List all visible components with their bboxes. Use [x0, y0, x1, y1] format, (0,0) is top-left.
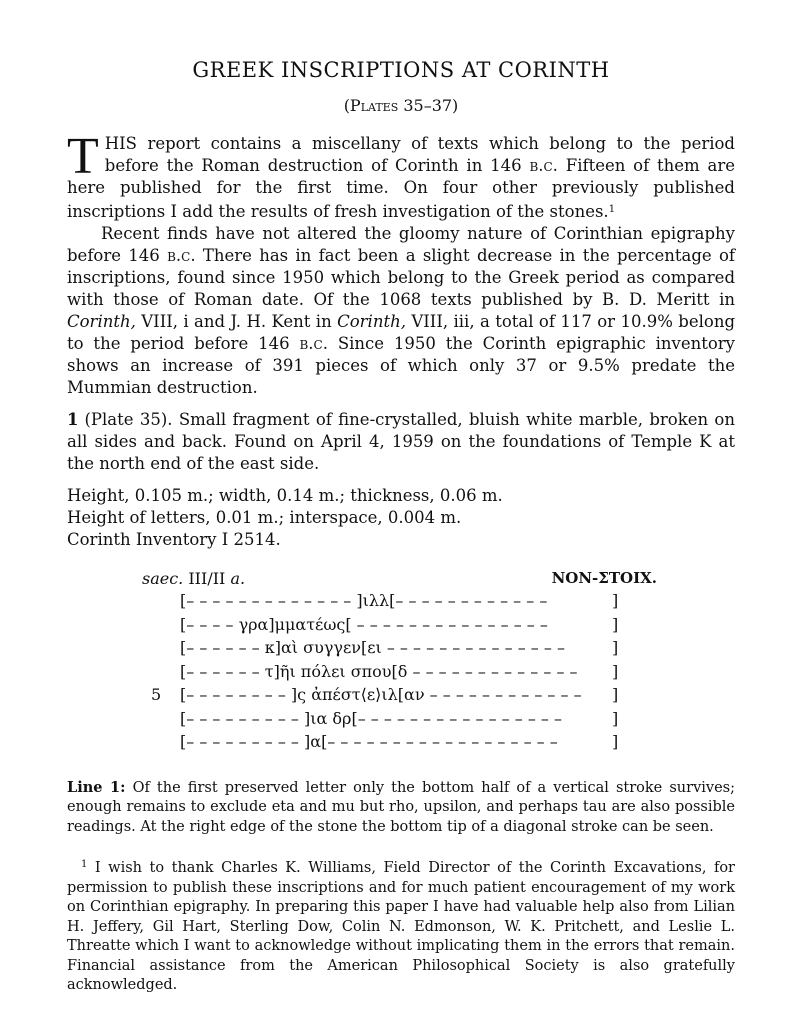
- inventory-line: Corinth Inventory I 2514.: [67, 530, 281, 549]
- corinth-title: Corinth,: [337, 312, 406, 331]
- inscription-line: [– – – – – – τ]ῆι πόλει σπου[δ – – – – – – – – – – – – – ]: [180, 661, 619, 681]
- para2-text-2: There has in fact been a slight decrease in the percentage of inscriptions, found since 1950 which belong to the Greek period as compared with those of Roman date. Of the 1068 texts published by B. D. Meritt in: [67, 246, 735, 309]
- para2-text-5: Since 1950 the Corinth epigraphic inventory shows an increase of 391 pieces of which only 37 or 9.5% predate the Mummian destruction.: [67, 334, 736, 397]
- bc-abbrev: b.c.: [529, 156, 558, 175]
- article: [67, 58, 735, 1010]
- corinth-title: Corinth,: [67, 312, 136, 331]
- inscription-line: [– – – – – – κ]αὶ συγγεν[ει – – – – – – – – – – – – – – ]: [180, 638, 619, 657]
- intro-paragraph: [67, 128, 735, 223]
- line-note: Line 1: Of the first preserved letter only the bottom half of a vertical stroke survives; enough remains to exclude eta and mu but rho, upsilon, and perhaps tau are also possible readings. At the right edge of the stone the bottom tip of a diagonal stroke can be seen.: [67, 778, 735, 835]
- inscription-line: [– – – – – – – – – ]α[– – – – – – – – – – – – – – – – – – ]: [180, 732, 619, 751]
- bc-abbrev: b.c.: [167, 246, 196, 265]
- intro-text-1: HIS report contains a miscellany of texts which belong to the period before the Roman destruction of Corinth in 146: [104, 134, 735, 175]
- inscription-line: [– – – – γρα]μματέως[ – – – – – – – – – – – – – – – ]: [180, 614, 619, 634]
- footnote-ref: 1: [608, 204, 616, 215]
- inscription-style: NON-ΣTOIX.: [551, 569, 657, 587]
- measurements: [67, 485, 735, 551]
- article-title: GREEK INSCRIPTIONS AT CORINTH: [192, 58, 610, 82]
- inscription-date: saec. III/II a.: [142, 569, 246, 588]
- intro-text-2: Fifteen of them are here published for the first time. On four other previously published inscriptions I add the results of fresh investigation of the stones.: [67, 156, 735, 221]
- bc-abbrev: b.c.: [299, 334, 328, 353]
- inscription-header: [67, 565, 735, 589]
- inscription-line: 5 [– – – – – – – – ]ς ἀπέστ⟨ε⟩ιλ[αν – – – – – – – – – – – – ]: [151, 685, 619, 704]
- entry-description: (Plate 35). Small fragment of fine-crystalled, bluish white marble, broken on all sides and back. Found on April 4, 1959 on the foundations of Temple K at the north end of the east side.: [67, 410, 735, 473]
- inscription-line: [– – – – – – – – – – – – – ]ιλλ[– – – – – – – – – – – – ]: [180, 591, 619, 610]
- plates-subtitle: (Plates 35–37): [343, 96, 459, 115]
- footnote: $^1$ I wish to thank Charles K. Williams, Field Director of the Corinth Excavations, for permission to publish these inscriptions and for much patient encouragement of my work on Corinthian epigraphy. In preparing this paper I have had valuable help also from Lilian H. Jeffery, Gil Hart, Sterling Dow, Colin N. Edmonson, W. K. Pritchett, and Leslie L. Threatte which I want to acknowledge without implicating them in the errors that remain. Financial assistance from the American Philosophical Society is also gratefully acknowledged.: [67, 859, 735, 993]
- dimensions-line: Height, 0.105 m.; width, 0.14 m.; thickness, 0.06 m.: [67, 486, 503, 505]
- para2-text-4: VIII, iii, a total of 117 or 10.9% belong to the period before 146: [67, 312, 736, 353]
- para2-text-3: VIII, i and J. H. Kent in: [135, 312, 338, 331]
- entry-number: 1: [67, 410, 79, 429]
- entry-1: [67, 409, 735, 475]
- inscription-text: [67, 591, 735, 756]
- para2-text-1: Recent finds have not altered the gloomy nature of Corinthian epigraphy before 146: [67, 224, 735, 265]
- drop-cap: T: [67, 128, 99, 185]
- second-paragraph: [67, 223, 735, 399]
- inscription-line: [– – – – – – – – – ]ια δρ[– – – – – – – – – – – – – – – – ]: [180, 708, 619, 728]
- letters-line: Height of letters, 0.01 m.; interspace, 0.004 m.: [67, 508, 462, 527]
